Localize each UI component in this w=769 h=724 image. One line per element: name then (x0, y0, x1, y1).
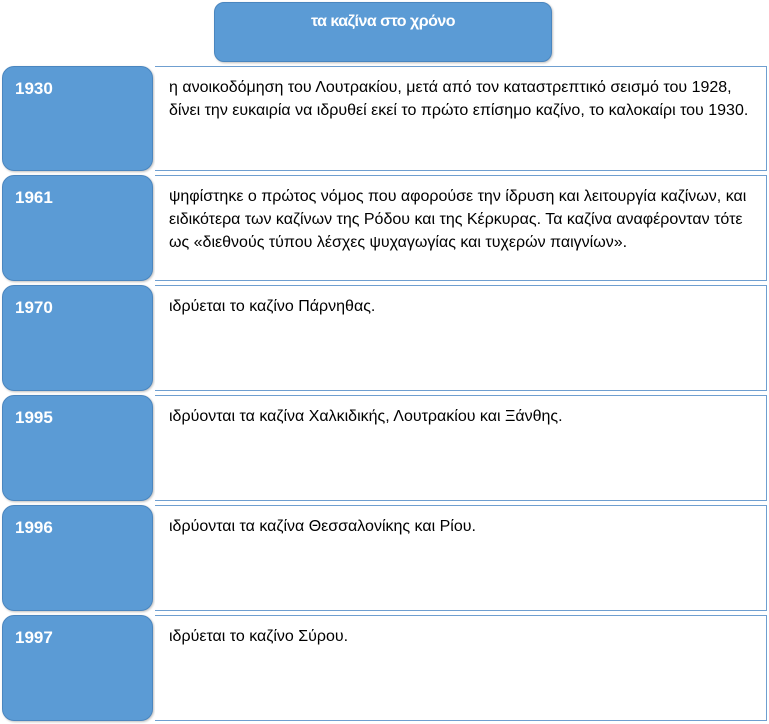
event-description: ιδρύονται τα καζίνα Θεσσαλονίκης και Ρίου. (155, 505, 767, 611)
event-description: ψηφίστηκε ο πρώτος νόμος που αφορούσε την ίδρυση και λειτουργία καζίνων, και ειδικότερα των καζίνων της Ρόδου και της Κέρκυρας. Τα καζίνα αναφέρονταν τότε ως «διεθνούς τύπου λέσχες ψυχαγωγίας και τυχερών παιγνίων». (155, 175, 767, 281)
timeline-row-1930 (0, 66, 769, 171)
event-description: ιδρύονται τα καζίνα Χαλκιδικής, Λουτρακίου και Ξάνθης. (155, 395, 767, 501)
timeline-row-1995 (0, 395, 769, 501)
timeline-row-1996 (0, 505, 769, 611)
timeline-row-1997 (0, 615, 769, 721)
year-label: 1995 (2, 395, 153, 501)
timeline-row-1961 (0, 175, 769, 281)
year-label: 1961 (2, 175, 153, 281)
timeline-row-1970 (0, 285, 769, 391)
event-description: ιδρύεται το καζίνο Πάρνηθας. (155, 285, 767, 391)
year-label: 1970 (2, 285, 153, 391)
year-label: 1930 (2, 66, 153, 171)
event-description: η ανοικοδόμηση του Λουτρακίου, μετά από τον καταστρεπτικό σεισμό του 1928, δίνει την ευκαιρία να ιδρυθεί εκεί το πρώτο επίσημο καζίνο, το καλοκαίρι του 1930. (155, 66, 767, 171)
diagram-title: τα καζίνα στο χρόνο (214, 2, 552, 62)
year-label: 1996 (2, 505, 153, 611)
year-label: 1997 (2, 615, 153, 721)
event-description: ιδρύεται το καζίνο Σύρου. (155, 615, 767, 721)
